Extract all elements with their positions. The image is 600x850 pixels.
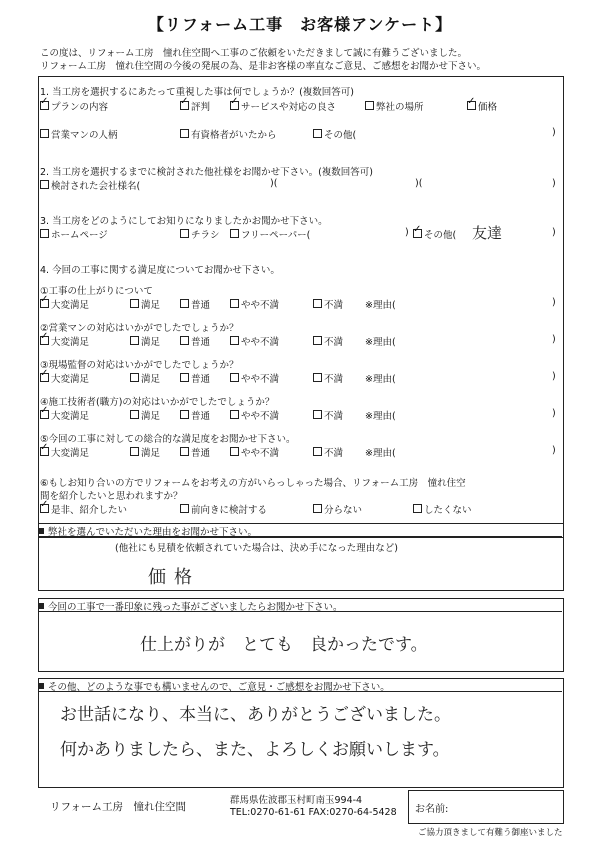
- q4-item-2-text: ②営業マンの対応はいかがでしたでしょうか？: [40, 323, 239, 334]
- q1-opt-service[interactable]: ✓ サービスや対応の良さ: [230, 99, 336, 113]
- q4-item-5-reason[interactable]: ※理由(: [365, 448, 396, 459]
- q4-item-3-close: ): [552, 371, 556, 382]
- checkbox-icon[interactable]: [180, 229, 189, 238]
- checkbox-icon[interactable]: [130, 336, 139, 345]
- q4-item-5-opt-3[interactable]: 普通: [180, 445, 210, 459]
- footer-company: リフォーム工房 憧れ住空間: [50, 801, 186, 813]
- q4-item-5-opt-2[interactable]: 満足: [130, 445, 160, 459]
- q2-paren-2: )(: [415, 178, 423, 189]
- q4-item-5-close: ): [552, 445, 556, 456]
- checkbox-icon[interactable]: [40, 299, 49, 308]
- square-bullet-icon: [38, 683, 44, 689]
- reason-subtext: (他社にも見積を依頼されていた場合は、決め手になった理由など): [115, 543, 398, 554]
- q1-opt-plan[interactable]: ✓プランの内容: [40, 99, 108, 113]
- comments-header: その他、どのような事でも構いませんので、ご意見・ご感想をお聞かせ下さい。: [38, 678, 562, 692]
- checkbox-icon[interactable]: [180, 373, 189, 382]
- checkbox-icon[interactable]: [130, 410, 139, 419]
- footer-address: 群馬県佐波郡玉村町南玉994-4: [230, 795, 363, 806]
- q3-text: 3. 当工房をどのようにしてお知りになりましたかお聞かせ下さい。: [40, 216, 328, 227]
- page-title: 【リフォーム工事 お客様アンケート】: [147, 15, 453, 34]
- q4-item-2-reason[interactable]: ※理由(: [365, 337, 396, 348]
- reason-answer[interactable]: 価格: [148, 567, 200, 588]
- q4-item-4-close: ): [552, 408, 556, 419]
- name-label: お名前:: [415, 804, 449, 815]
- checkbox-icon[interactable]: [180, 101, 189, 110]
- checkbox-icon[interactable]: [130, 299, 139, 308]
- checkbox-icon[interactable]: [180, 129, 189, 138]
- q6-opt-yes[interactable]: ✓是非、紹介したい: [40, 502, 127, 516]
- q4-item-2-close: ): [552, 334, 556, 345]
- survey-frame: [38, 76, 564, 538]
- footer-phone: TEL:0270-61-61 FAX:0270-64-5428: [230, 807, 397, 818]
- checkbox-icon[interactable]: [230, 410, 239, 419]
- q3-opt-homepage[interactable]: ホームページ: [40, 227, 108, 241]
- checkbox-icon[interactable]: [40, 101, 49, 110]
- intro-line-1: この度は、リフォーム工房 憧れ住空間へ工事のご依頼をいただきまして誠に有難うございました。: [40, 48, 468, 59]
- q6-line-2: 間を紹介したいと思われますか？: [40, 491, 183, 502]
- q1-opt-location[interactable]: 弊社の場所: [365, 99, 424, 113]
- checkbox-icon[interactable]: [180, 410, 189, 419]
- q4-item-1-text: ①工事の仕上がりについて: [40, 286, 153, 297]
- q4-item-2-opt-4[interactable]: やや不満: [230, 334, 279, 348]
- q4-item-5-opt-5[interactable]: 不満: [313, 445, 343, 459]
- comments-answer-line-2[interactable]: 何かありましたら、また、よろしくお願いします。: [60, 740, 450, 760]
- checkbox-icon[interactable]: [230, 229, 239, 238]
- q4-text: 4. 今回の工事に関する満足度についてお聞かせ下さい。: [40, 265, 280, 276]
- checkbox-icon[interactable]: [313, 504, 322, 513]
- comments-answer-line-1[interactable]: お世話になり、本当に、ありがとうございました。: [60, 705, 451, 725]
- checkbox-icon[interactable]: [180, 504, 189, 513]
- checkbox-icon[interactable]: [40, 447, 49, 456]
- checkbox-icon[interactable]: [180, 447, 189, 456]
- q4-item-1-reason[interactable]: ※理由(: [365, 300, 396, 311]
- q6-opt-consider[interactable]: 前向きに検討する: [180, 502, 267, 516]
- impression-answer[interactable]: 仕上がりが とても 良かったです。: [140, 635, 428, 655]
- q4-item-3-opt-1[interactable]: ✓大変満足: [40, 371, 89, 385]
- q1-opt-other[interactable]: その他(: [313, 127, 356, 141]
- q1-text: 1. 当工房を選択するにあたって重視した事は何でしょうか？(複数回答可): [40, 87, 354, 98]
- checkbox-icon[interactable]: [230, 447, 239, 456]
- q6-line-1: ⑥もしお知り合いの方でリフォームをお考えの方がいらっしゃった場合、リフォーム工房 憧れ住空: [40, 478, 466, 489]
- q4-item-3-reason[interactable]: ※理由(: [365, 374, 396, 385]
- checkbox-icon[interactable]: [40, 410, 49, 419]
- checkbox-icon[interactable]: [313, 410, 322, 419]
- checkbox-icon[interactable]: [230, 373, 239, 382]
- q1-opt-sales[interactable]: 営業マンの人柄: [40, 127, 118, 141]
- q6-opt-no[interactable]: したくない: [413, 502, 472, 516]
- q4-item-5-text: ⑤今回の工事に対しての総合的な満足度をお聞かせ下さい。: [40, 434, 296, 445]
- q4-item-3-opt-4[interactable]: やや不満: [230, 371, 279, 385]
- q4-item-1-opt-1[interactable]: ✓大変満足: [40, 297, 89, 311]
- checkbox-icon[interactable]: [130, 447, 139, 456]
- q4-item-1-opt-2[interactable]: 満足: [130, 297, 160, 311]
- q2-paren-1: )(: [270, 178, 278, 189]
- q4-item-3-opt-5[interactable]: 不満: [313, 371, 343, 385]
- q4-item-2-opt-5[interactable]: 不満: [313, 334, 343, 348]
- intro-line-2: リフォーム工房 憧れ住空間の今後の発展の為、是非お客様の率直なご意見、ご感想をお聞かせ下さい。: [40, 61, 487, 72]
- checkbox-icon[interactable]: [230, 299, 239, 308]
- q4-item-4-text: ④施工技術者(職方)の対応はいかがでしたでしょうか？: [40, 397, 275, 408]
- q4-item-3-opt-3[interactable]: 普通: [180, 371, 210, 385]
- checkbox-icon[interactable]: [40, 504, 49, 513]
- q4-item-4-opt-4[interactable]: やや不満: [230, 408, 279, 422]
- q1-close-paren: ): [552, 127, 556, 138]
- reason-header: 弊社を選んでいただいた理由をお聞かせ下さい。: [38, 523, 562, 537]
- q2-company-field[interactable]: 検討された会社様名(: [40, 178, 140, 192]
- q3-opt-flyer[interactable]: チラシ: [180, 227, 220, 241]
- q4-item-3-opt-2[interactable]: 満足: [130, 371, 160, 385]
- checkbox-icon[interactable]: [413, 504, 422, 513]
- checkbox-icon[interactable]: [313, 336, 322, 345]
- q4-item-4-opt-5[interactable]: 不満: [313, 408, 343, 422]
- q1-opt-qualified[interactable]: 有資格者がいたから: [180, 127, 277, 141]
- q1-opt-price[interactable]: ✓ 価格: [467, 99, 497, 113]
- impression-header: 今回の工事で一番印象に残った事がございましたらお聞かせ下さい。: [38, 598, 562, 612]
- comments-box: [38, 678, 564, 788]
- q3-handwritten-answer: 友達: [472, 224, 503, 242]
- q4-item-5-opt-4[interactable]: やや不満: [230, 445, 279, 459]
- checkbox-icon[interactable]: [40, 336, 49, 345]
- q3-close-2: ): [552, 227, 556, 238]
- checkbox-icon[interactable]: [313, 129, 322, 138]
- checkbox-icon[interactable]: [313, 373, 322, 382]
- footer-thanks: ご協力頂きまして有難う御座いました: [418, 828, 563, 838]
- square-bullet-icon: [38, 603, 44, 609]
- q4-item-2-opt-3[interactable]: 普通: [180, 334, 210, 348]
- q4-item-4-opt-3[interactable]: 普通: [180, 408, 210, 422]
- checkbox-icon[interactable]: [230, 336, 239, 345]
- checkbox-icon[interactable]: [313, 447, 322, 456]
- q4-item-2-opt-2[interactable]: 満足: [130, 334, 160, 348]
- checkbox-icon[interactable]: [40, 180, 49, 189]
- checkbox-icon[interactable]: [40, 129, 49, 138]
- q6-opt-unknown[interactable]: 分らない: [313, 502, 362, 516]
- square-bullet-icon: [38, 528, 44, 534]
- checkbox-icon[interactable]: [230, 101, 239, 110]
- q2-text: 2. 当工房を選択するまでに検討された他社様をお聞かせ下さい。(複数回答可): [40, 167, 373, 178]
- q4-item-4-reason[interactable]: ※理由(: [365, 411, 396, 422]
- q2-paren-3: ): [552, 178, 556, 189]
- q4-item-1-opt-5[interactable]: 不満: [313, 297, 343, 311]
- q4-item-1-opt-3[interactable]: 普通: [180, 297, 210, 311]
- checkbox-icon[interactable]: [467, 101, 476, 110]
- checkbox-icon[interactable]: [313, 299, 322, 308]
- q4-item-3-text: ③現場監督の対応はいかがでしたでしょうか？: [40, 360, 239, 371]
- q4-item-1-opt-4[interactable]: やや不満: [230, 297, 279, 311]
- checkbox-icon[interactable]: [180, 336, 189, 345]
- checkbox-icon[interactable]: [40, 373, 49, 382]
- q3-opt-other[interactable]: ✓ その他(: [413, 227, 456, 241]
- name-box[interactable]: [408, 790, 564, 824]
- q4-item-4-opt-1[interactable]: ✓大変満足: [40, 408, 89, 422]
- checkbox-icon[interactable]: [40, 229, 49, 238]
- checkbox-icon[interactable]: [413, 229, 422, 238]
- q4-item-2-opt-1[interactable]: ✓大変満足: [40, 334, 89, 348]
- checkbox-icon[interactable]: [180, 299, 189, 308]
- checkbox-icon[interactable]: [365, 101, 374, 110]
- q1-opt-reputation[interactable]: ✓ 評判: [180, 99, 210, 113]
- q3-close-1: ): [405, 227, 409, 238]
- q4-item-5-opt-1[interactable]: ✓大変満足: [40, 445, 89, 459]
- q3-opt-freepaper[interactable]: フリーペーパー(: [230, 227, 310, 241]
- q4-item-1-close: ): [552, 297, 556, 308]
- checkbox-icon[interactable]: [130, 373, 139, 382]
- q4-item-4-opt-2[interactable]: 満足: [130, 408, 160, 422]
